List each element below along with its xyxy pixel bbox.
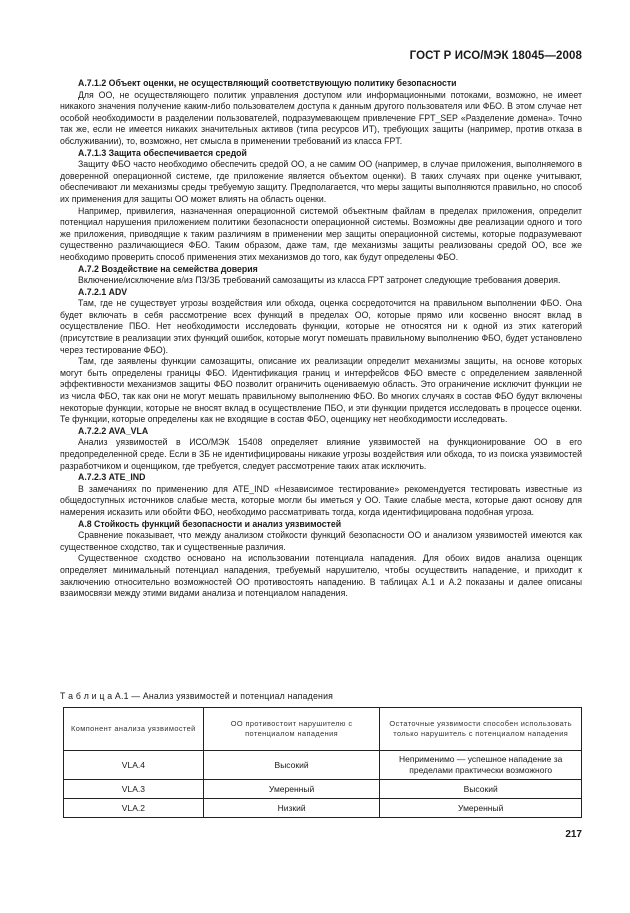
paragraph: Существенное сходство основано на использовании потенциала нападения. Для обоих видов анализа оценщик определяет минимальный потенциал нападения, требуемый нарушителю, чтобы осуществить нападение, и приходит к заключению относительно возможностей ОО противостоять нападению. В таблицах А.1 и А.2 показаны и далее описаны взаимосвязи между этими видами анализа и потенциалом нападения. — [60, 553, 582, 599]
paragraph: Защиту ФБО часто необходимо обеспечить средой ОО, а не самим ОО (например, в случае приложения, выполняемого в доверенной операционной системе, где приложение является объектом оценки). В таких случаях при оценке учитывают, обеспечивают ли механизмы среды требуемую защиту. Предполагается, что меры защиты выполняются правильно, но способ их применения для защиты ОО может влиять на область оценки. — [60, 159, 582, 204]
paragraph: В замечаниях по применению для ATE_IND «Независимое тестирование» рекомендуется тестировать известные из общедоступных источников слабые места, которые могли бы иметься у ОО. Такие слабые места, которые дают основу для намерения исказить или обойти ФБО, необходимо рассматривать тогда, когда идентифицирована подобная угроза. — [60, 483, 582, 517]
table-row — [64, 751, 582, 780]
table-cell: VLA.2 — [64, 799, 204, 818]
table-cell: Высокий — [203, 751, 380, 780]
column-header: ОО противостоит нарушителю с потенциалом нападения — [203, 708, 380, 751]
section-heading: А.7.1.2 Объект оценки, не осуществляющий соответствующую политику безопасности — [78, 78, 457, 88]
column-header: Компонент анализа уязвимостей — [64, 708, 204, 751]
column-header: Остаточные уязвимости способен использовать только нарушитель с потенциалом нападения — [380, 708, 582, 751]
table-cell: Неприменимо — успешное нападение за пределами практически возможного — [380, 751, 582, 780]
paragraph: Например, привилегия, назначенная операционной системой объектным файлам в пределах приложения, определит потенциал нарушения приложением политики безопасности операционной системы. Возможны две реализации одного и того же приложения, приводящие к таким различиям в применении мер защиты операционной системы, которые подразумевают существенно различающиеся ФБО. Таким образом, даже там, где механизмы защиты реализованы средой ОО, все же необходимо проверить способ применения этих механизмов до того, как будут определены ФБО. — [60, 205, 582, 262]
section-heading: А.8 Стойкость функций безопасности и анализ уязвимостей — [78, 518, 342, 529]
table-cell: Умеренный — [203, 780, 380, 799]
table-cell: Умеренный — [380, 799, 582, 818]
section-heading: А.7.2.1 ADV — [78, 286, 128, 297]
paragraph: Там, где заявлены функции самозащиты, описание их реализации определит механизмы защиты, на основе которых могут быть определены границы ФБО. Идентификация границ и интерфейсов ФБО вместе с определением заявленной эффективности механизмов защиты ФБО позволит ограничить оцениваемую область. Это ограничение исключит функции не из числа ФБО, так как они не могут мешать правильному выполнению ФБО. Во многих случаях в состав ФБО будут включены некоторые функции, которые не вносят вклад в осуществление ПБО, и эти функции придется исследовать в процессе оценки. Те функции, которые определены как не входящие в состав ФБО, оценщику нет необходимости исследовать. — [60, 356, 582, 425]
standard-header: ГОСТ Р ИСО/МЭК 18045—2008 — [409, 50, 582, 62]
table-cell: VLA.3 — [64, 780, 204, 799]
table-cell: Высокий — [380, 780, 582, 799]
page-number: 217 — [565, 829, 582, 840]
table-cell: Низкий — [203, 799, 380, 818]
table-caption: Т а б л и ц а А.1 — Анализ уязвимостей и потенциал нападения — [60, 691, 334, 701]
paragraph: Сравнение показывает, что между анализом стойкости функций безопасности ОО и анализом уязвимостей имеются как существенное сходство, так и существенные различия. — [60, 530, 582, 552]
vulnerability-table — [63, 707, 582, 818]
body-text — [60, 78, 582, 600]
table-cell: VLA.4 — [64, 751, 204, 780]
paragraph: Включение/исключение в/из ПЗ/ЗБ требований самозащиты из класса FPT затронет следующие требования доверия. — [78, 275, 561, 286]
paragraph: Для ОО, не осуществляющего политик управления доступом или информационными потоками, возможно, не имеет никакого значения получение каким-либо пользователем доступа к данным другого пользователя или ФБО. В этом случае нет особой необходимости в разделении пользователей, подразумевающем привлечение FPT_SEP «Разделение домена». Точно так же, если не имеется никаких значительных активов (типа ресурсов ИТ), требующих защиты (например, против отказа в обслуживании), то, возможно, нет смысла в применении требований из класса FPT. — [60, 89, 582, 146]
section-heading: А.7.2 Воздействие на семейства доверия — [78, 263, 258, 274]
section-heading: А.7.1.3 Защита обеспечивается средой — [78, 147, 247, 158]
table-row — [64, 780, 582, 799]
section-heading: А.7.2.2 AVA_VLA — [78, 425, 149, 436]
paragraph: Там, где не существует угрозы воздействия или обхода, оценка сосредоточится на правильном выполнении ФБО. Она будет включать в себя рассмотрение всех функций в пределах ОО, которые прямо или косвенно вносят вклад в осуществление ПБО. Нет необходимости исследовать функции, которые не относятся ни к одной из этих категорий (присутствие в реализации этих функций ошибок, которые могут помешать правильному выполнению ФБО, будет установлено через тестирование ФБО). — [60, 298, 582, 355]
paragraph: Анализ уязвимостей в ИСО/МЭК 15408 определяет влияние уязвимостей на функционирование ОО в его предопределенной среде. Если в ЗБ не идентифицированы никакие угрозы воздействия или обхода, то из поиска уязвимостей разработчиком и оценщиком, где требуется, следует рассмотрение таких атак исключить. — [60, 437, 582, 471]
table-row — [64, 799, 582, 818]
table-header-row — [64, 708, 582, 751]
section-heading: А.7.2.3 ATE_IND — [78, 472, 146, 483]
